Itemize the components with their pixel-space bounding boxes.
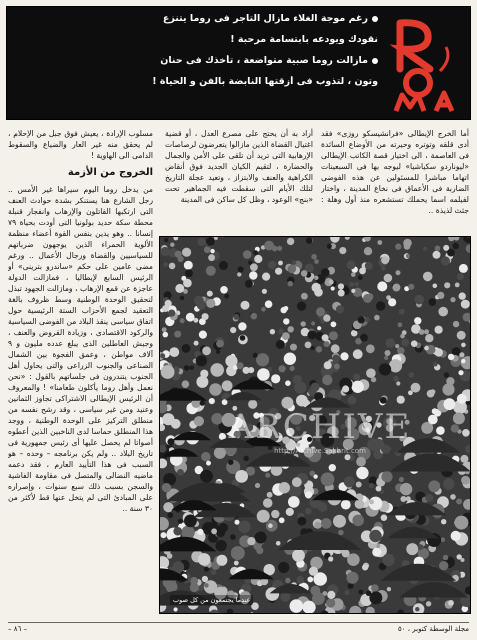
crowd-photo: [159, 236, 471, 614]
headline-line: [18, 34, 378, 46]
article-header: [6, 6, 471, 120]
article-column-middle: [165, 128, 313, 232]
article-column-right: [321, 128, 469, 232]
column-text: أراد به أن يحتج على مصرع العدل ، أو قضية اغتيال القضاة الذين مازالوا يتعرضون لرصاصات الإرهابية التى تريد أن تلقى على الأمن والجمال والحضارة ، لتقيم الكيان الجديد فوق أنقاض الكراهية والعنف والابتزاز ، وتعيد عجلة التاريخ لتلك الأيام التى سقطت فيه الجماهير تحت «بنج» الوعود ، وظل كل ساكن فى المدينة: [165, 129, 313, 204]
roma-logo-icon: [382, 11, 464, 117]
article-column-left: [8, 128, 153, 618]
column-text: مسلوب الإرادة ، يعيش فوق جبل من الإحلام ، لم يحقق منه غير العار والضياع والسقوط الدامى الى الهاوية !: [8, 129, 153, 160]
column-text: أما الخرج الإيطالى «فرانشيسكو روزى» فقد أدى قلقه وتوتره وحيرته من الأوضاع السائدة فى العاصمة ، الى اختيار قصة الكاتب الإيطالى «ليوناردو سكياشيا» ليوجه بها فى السبعينات اتهاما مباشرا للمسئولين عن هذه الفوضى الضاربة فى الأعماق فى نخاع المدينة ، واختار لفيلمه اسما يحملك تستشعره منذ أول وهلة : جثث لذيذة ..: [321, 129, 469, 215]
photo-caption: عندما يجتمعون من كل صوب: [170, 595, 253, 605]
column-text: من يدخل روما اليوم سيراها غير الأمس .. رجل الشارع هنا يستنكر بشدة حوادث العنف التى ارتكبها القاتلون والإرهاب وانفجار قنبلة محطة سكة حديد بولونيا التى أودت بحياة ٧٩ إنسانا .. وهو يدين بنفس القوة أعضاء منظمة الألوية الحمراء الذين يوجهون ضرباتهم للسياسيين والقضاة ورجال الأعمال .. ورغم مضى عامين على حكم «ساندرو بترينى» أو الرئيس السابع لإيطاليا ، فمازالت الدولة عاجزة عن قمع الإرهاب ، ومازالت الجهود تبذل لتحقيق الوحدة الوطنية وسط ظروف بالغة التعقيد لجمع الأحزاب الستة الرئيسية حول اتفاق سياسى ينقذ البلاد من الفوضى السياسية والركود الاقتصادى ، وزيادة القروض والعنف ، وجيش العاطلين الذى يبلغ عدده مليون و ٩ آلاف مواطن ، وعمق الفجوة بين الشمال الصناعى والجنوب الزراعى والتى يحاول أهل الجنوب يتندرون فى جلساتهم بالقول : «نحن نعمل وأهل روما يأكلون طعامنا» ! والمعروف أن الرئيس الإيطالى الاشتراكى تجاوز الثمانين وعنيد ومن غير سياسى ، وقد رشح نفسه من منطلق التركيز على الوحدة الوطنية ، ووجد هذا المنطلق حماسا لدى الناخبين الذين أعطوه أصواتا لم يحصل عليها أى رئيس جمهورية فى تاريخ البلاد .. ولم يكن برنامجه – وحده – هو السبب فى هذا التأييد العارم ، فقد دعمه ماضيه النضالى والمتصل فى مقاومة الفاشية والسجن بسبب ذلك سبع سنوات ، وإصراره على المبادئ التى لم يتخل عنها قط لأكثر من ٣٠ سنة ..: [8, 185, 153, 513]
headline-text: وتون ، لتذوب فى أزقتها النابضة بالفن و الحياة !: [152, 76, 378, 87]
headline-text: مازالت روما صبية متواضعة ، تأخذك فى حنان: [160, 55, 368, 66]
page-footer: [8, 622, 469, 634]
headline-line: [18, 13, 378, 25]
watermark-title: ARCHIVE: [228, 407, 412, 447]
bullet-icon: [372, 58, 378, 64]
bullet-icon: [372, 16, 378, 22]
headline-text: نقودك ويودعه بابتسامة مرحبة !: [230, 34, 378, 45]
page-number: – ٨٦ –: [8, 625, 27, 633]
watermark-url: http://Archive.Sakhrit.com: [274, 447, 366, 455]
headline-line: [18, 55, 378, 67]
crowd-photo-image: [160, 237, 471, 614]
section-subheading: الخروج من الأزمة: [67, 167, 153, 178]
headline-text: رغم موجة الغلاء مازال التاجر فى روما يتنزع: [162, 13, 368, 24]
publication-name: مجلة الوسطة كتوبر ، ٥٠: [398, 625, 469, 633]
headline-line: [18, 76, 378, 88]
roma-logo: [382, 11, 464, 117]
headline-list: [18, 13, 378, 97]
